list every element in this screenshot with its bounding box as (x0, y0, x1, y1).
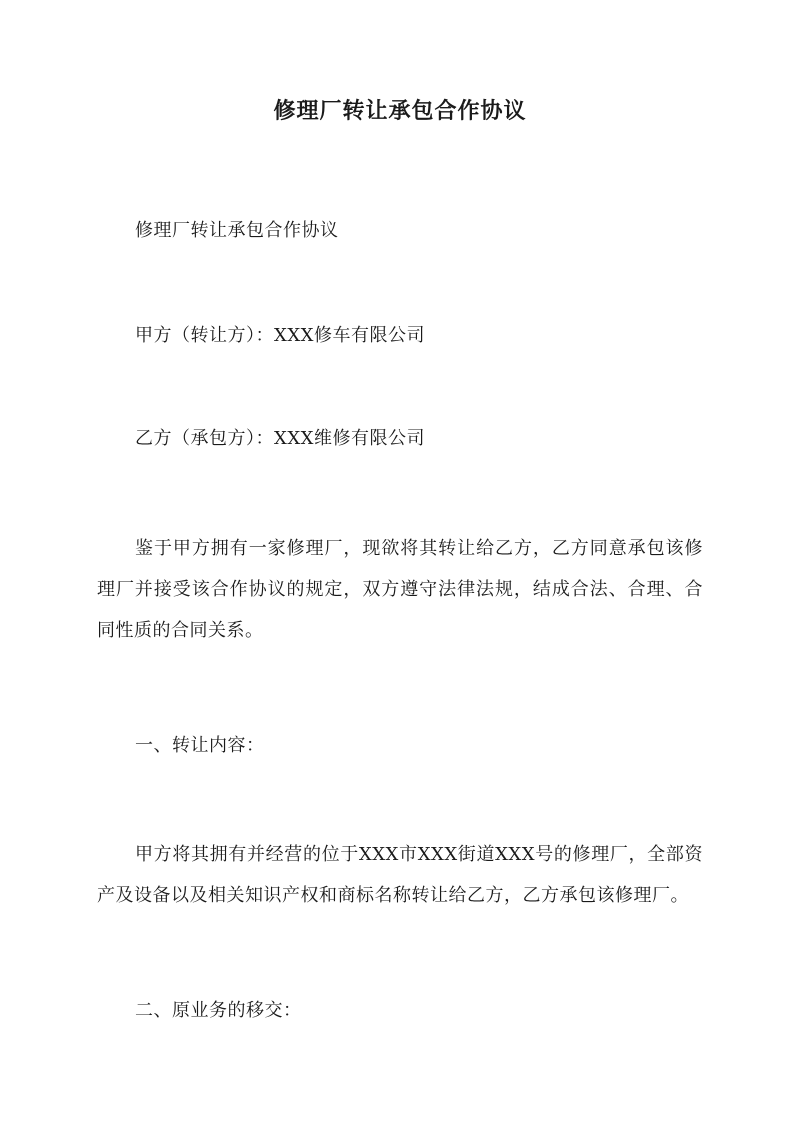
preamble-paragraph: 鉴于甲方拥有一家修理厂，现欲将其转让给乙方，乙方同意承包该修理厂并接受该合作协议的规定，双方遵守法律法规，结成合法、合理、合同性质的合同关系。 (97, 538, 703, 641)
party-a-line: 甲方（转让方）：XXX修车有限公司 (135, 325, 425, 346)
section-2-title: 二、原业务的移交： (135, 1000, 302, 1021)
agreement-heading: 修理厂转让承包合作协议 (135, 220, 339, 241)
section-1-body: 甲方将其拥有并经营的位于XXX市XXX街道XXX号的修理厂，全部资产及设备以及相关知识产权和商标名称转让给乙方，乙方承包该修理厂。 (97, 844, 703, 906)
document-title: 修理厂转让承包合作协议 (273, 98, 527, 124)
party-b-line: 乙方（承包方）：XXX维修有限公司 (135, 428, 425, 449)
section-1-title: 一、转让内容： (135, 735, 265, 756)
